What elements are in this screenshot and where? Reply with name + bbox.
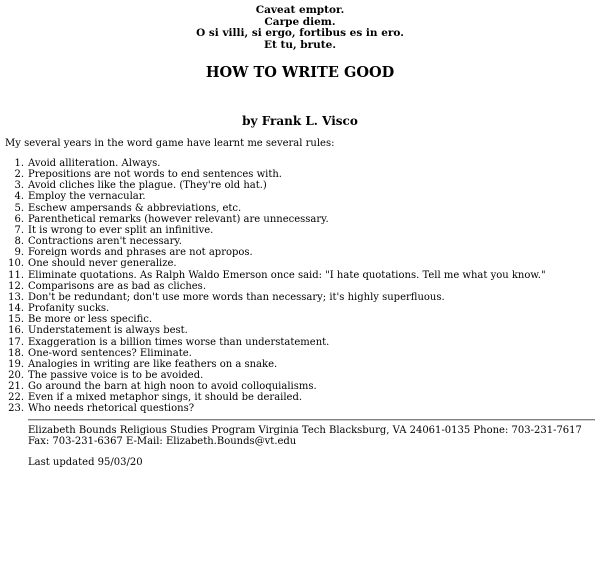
motto-line: Et tu, brute. — [264, 38, 336, 51]
item-number: 2. — [14, 169, 24, 181]
intro-text: My several years in the word game have learnt me several rules: — [5, 138, 335, 149]
page-title: HOW TO WRITE GOOD — [205, 64, 395, 81]
horizontal-divider — [28, 419, 595, 421]
item-number: 13. — [8, 291, 24, 303]
item-number: 14. — [8, 303, 24, 315]
item-text: Contractions aren't necessary. — [28, 236, 182, 248]
item-text: Who needs rhetorical questions? — [28, 403, 195, 415]
item-number: 22. — [8, 392, 24, 404]
item-number: 20. — [8, 369, 24, 381]
item-number: 5. — [14, 202, 24, 214]
item-number: 12. — [8, 280, 24, 292]
item-text: Profanity sucks. — [28, 303, 110, 315]
item-text: Don't be redundant; don't use more words than necessary; it's highly superfluous. — [28, 291, 445, 303]
item-number: 1. — [14, 158, 24, 169]
item-number: 6. — [14, 213, 24, 225]
item-text: Be more or less specific. — [28, 314, 153, 326]
item-number: 8. — [14, 236, 24, 248]
item-number: 18. — [8, 347, 24, 359]
item-text: Even if a mixed metaphor sings, it should be derailed. — [28, 392, 303, 404]
item-number: 19. — [8, 358, 24, 370]
last-updated: Last updated 95/03/20 — [28, 457, 143, 468]
item-text: Eschew ampersands & abbreviations, etc. — [28, 202, 242, 214]
item-text: Employ the vernacular. — [28, 191, 146, 203]
item-text: Exaggeration is a billion times worse than understatement. — [28, 336, 330, 348]
item-text: The passive voice is to be avoided. — [28, 369, 204, 381]
item-text: Avoid cliches like the plague. (They're old hat.) — [28, 180, 267, 192]
motto-line: Carpe diem. — [264, 15, 336, 28]
item-number: 3. — [14, 180, 24, 192]
item-number: 21. — [8, 381, 24, 393]
item-text: Go around the barn at high noon to avoid colloquialisms. — [28, 381, 317, 393]
item-number: 23. — [8, 403, 24, 415]
item-number: 7. — [14, 224, 24, 236]
item-text: Foreign words and phrases are not apropos. — [28, 247, 253, 259]
item-text: Analogies in writing are like feathers on a snake. — [28, 358, 278, 370]
contact-address: Elizabeth Bounds Religious Studies Program Virginia Tech Blacksburg, VA 24061-0135 Phone: 703-231-7617 Fax: 703-231-6367 E-Mail: Elizabeth.Bounds@vt.edu — [28, 425, 582, 448]
item-text: Comparisons are as bad as cliches. — [28, 280, 206, 292]
item-text: Understatement is always best. — [28, 325, 188, 337]
item-text: Parenthetical remarks (however relevant) are unnecessary. — [28, 213, 329, 225]
motto-line: Caveat emptor. — [255, 4, 345, 16]
item-text: It is wrong to ever split an infinitive. — [28, 224, 214, 236]
item-number: 9. — [14, 247, 24, 259]
item-number: 11. — [8, 269, 24, 281]
item-text: Avoid alliteration. Always. — [28, 158, 161, 169]
author-byline: by Frank L. Visco — [242, 114, 358, 128]
item-number: 4. — [14, 191, 24, 203]
item-text: Prepositions are not words to end sentences with. — [28, 169, 282, 181]
item-text: One-word sentences? Eliminate. — [28, 347, 192, 359]
item-number: 16. — [8, 325, 24, 337]
item-number: 10. — [8, 258, 24, 270]
item-number: 15. — [8, 314, 24, 326]
latin-mottos — [0, 5, 600, 51]
item-text: Eliminate quotations. As Ralph Waldo Emerson once said: "I hate quotations. Tell me what you know." — [28, 269, 546, 281]
item-number: 17. — [8, 336, 24, 348]
item-text: One should never generalize. — [28, 258, 177, 270]
motto-line: O si villi, si ergo, fortibus es in ero. — [196, 27, 404, 40]
